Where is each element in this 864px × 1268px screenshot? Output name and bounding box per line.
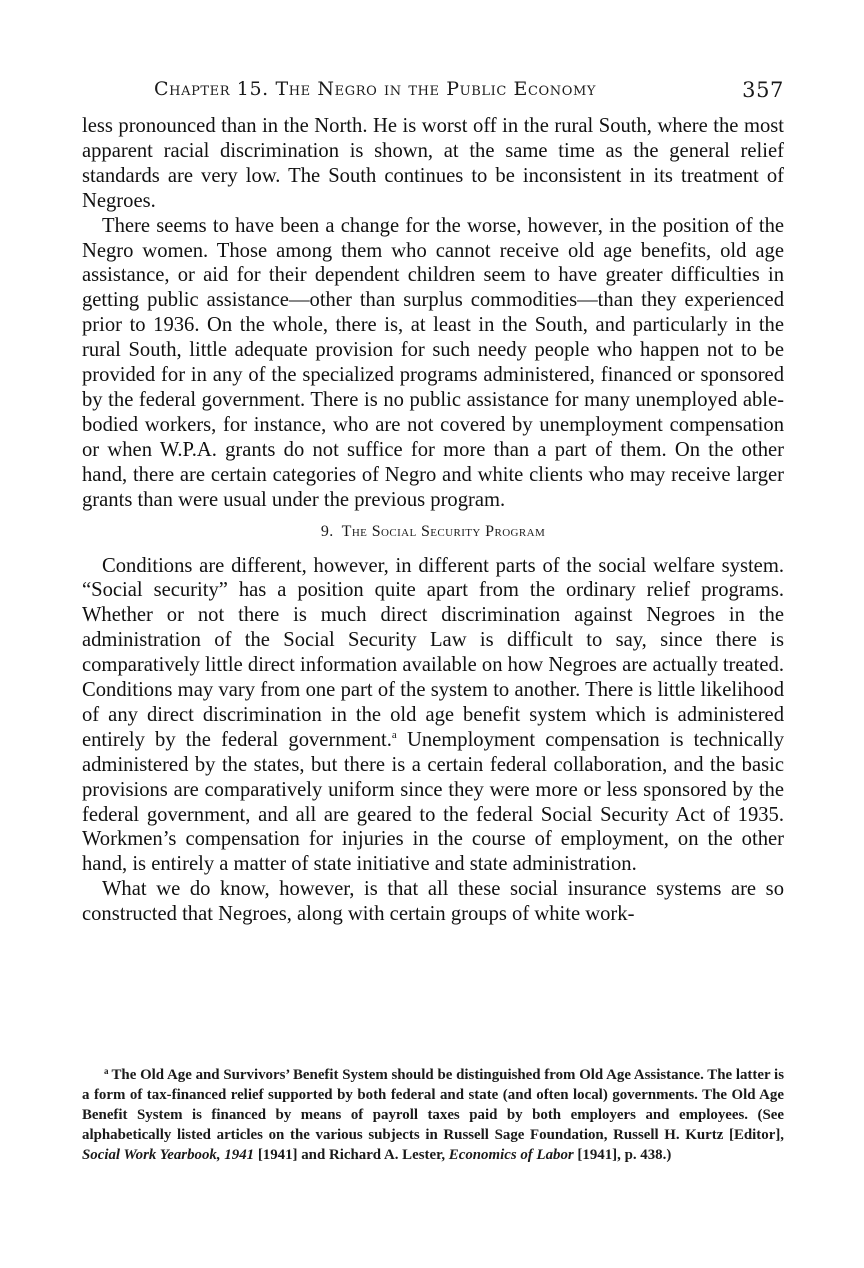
body-text: [82, 114, 784, 927]
footnote-text-part: [1941] and Richard A. Lester,: [254, 1146, 449, 1163]
paragraph-continued: less pronounced than in the North. He is worst off in the rural South, where the most apparent racial discrimination is shown, at the same time as the general relief standards are very low. The South continues to be inconsistent in its treatment of Negroes.: [82, 115, 784, 212]
book-title: Social Work Yearbook, 1941: [82, 1146, 255, 1163]
book-title: Economics of Labor: [448, 1146, 574, 1163]
paragraph: There seems to have been a change for the worse, however, in the position of the Negro women. Those among them who cannot receive old age benefits, old age assistance, or aid for their dependent children seem to have greater difficulties in getting public assistance—other than surplus commodities—than they experienced prior to 1936. On the whole, there is, at least in the South, and particularly in the rural South, little adequate provision for such needy people who happen not to be provided for in any of the specialized programs administered, financed or sponsored by the federal government. There is no public assistance for many unemployed able-bodied workers, for instance, who are not covered by unemployment compensation or when W.P.A. grants do not suffice for more than a part of them. On the other hand, there are certain categories of Negro and white clients who may receive larger grants than were usual under the previous program.: [82, 214, 784, 511]
paragraph: What we do know, however, is that all these social insurance systems are so constructed that Negroes, along with certain groups of white work-: [82, 878, 784, 926]
page-number: 357: [742, 78, 784, 102]
running-head: [154, 78, 784, 110]
section-number: 9.: [320, 522, 334, 540]
footnote-reference[interactable]: a: [391, 728, 397, 741]
footnote-text-part: [1941], p. 438.): [573, 1146, 672, 1163]
section-title: The Social Security Program: [341, 522, 546, 540]
paragraph-text: Conditions are different, however, in different parts of the social welfare system. “Social security” has a position quite apart from the ordinary relief programs. Whether or not there is much direct discrimination against Negroes in the administration of the Social Security Law is difficult to say, since there is comparatively little direct information available on how Negroes are actually treated. Conditions may vary from one part of the system to another. There is little likelihood of any direct discrimination in the old age benefit system which is administered entirely by the federal government.: [82, 554, 784, 751]
footnote-text-part: The Old Age and Survivors’ Benefit System should be distinguished from Old Age Assistance. The latter is a form of tax-financed relief supported by both federal and state (and often local) governments. The Old Age Benefit System is financed by means of payroll taxes paid by both employers and employees. (See alphabetically listed articles on the various subjects in Russell Sage Foundation, Russell H. Kurtz [Editor],: [82, 1067, 784, 1143]
paragraph-text: Unemployment compensation is technically administered by the states, but there is a certain federal collaboration, and the basic provisions are comparatively uniform since they were more or less sponsored by the federal government, and all are geared to the federal Social Security Act of 1935. Workmen’s compensation for injuries in the course of employment, on the other hand, is entirely a matter of state initiative and state administration.: [82, 728, 784, 876]
footnote-marker: a: [104, 1066, 109, 1076]
paragraph: [82, 554, 784, 878]
footnote: [82, 1062, 784, 1166]
chapter-title: Chapter 15. The Negro in the Public Economy: [154, 78, 597, 100]
section-heading: [82, 521, 784, 543]
footnote-text: [82, 1062, 784, 1166]
